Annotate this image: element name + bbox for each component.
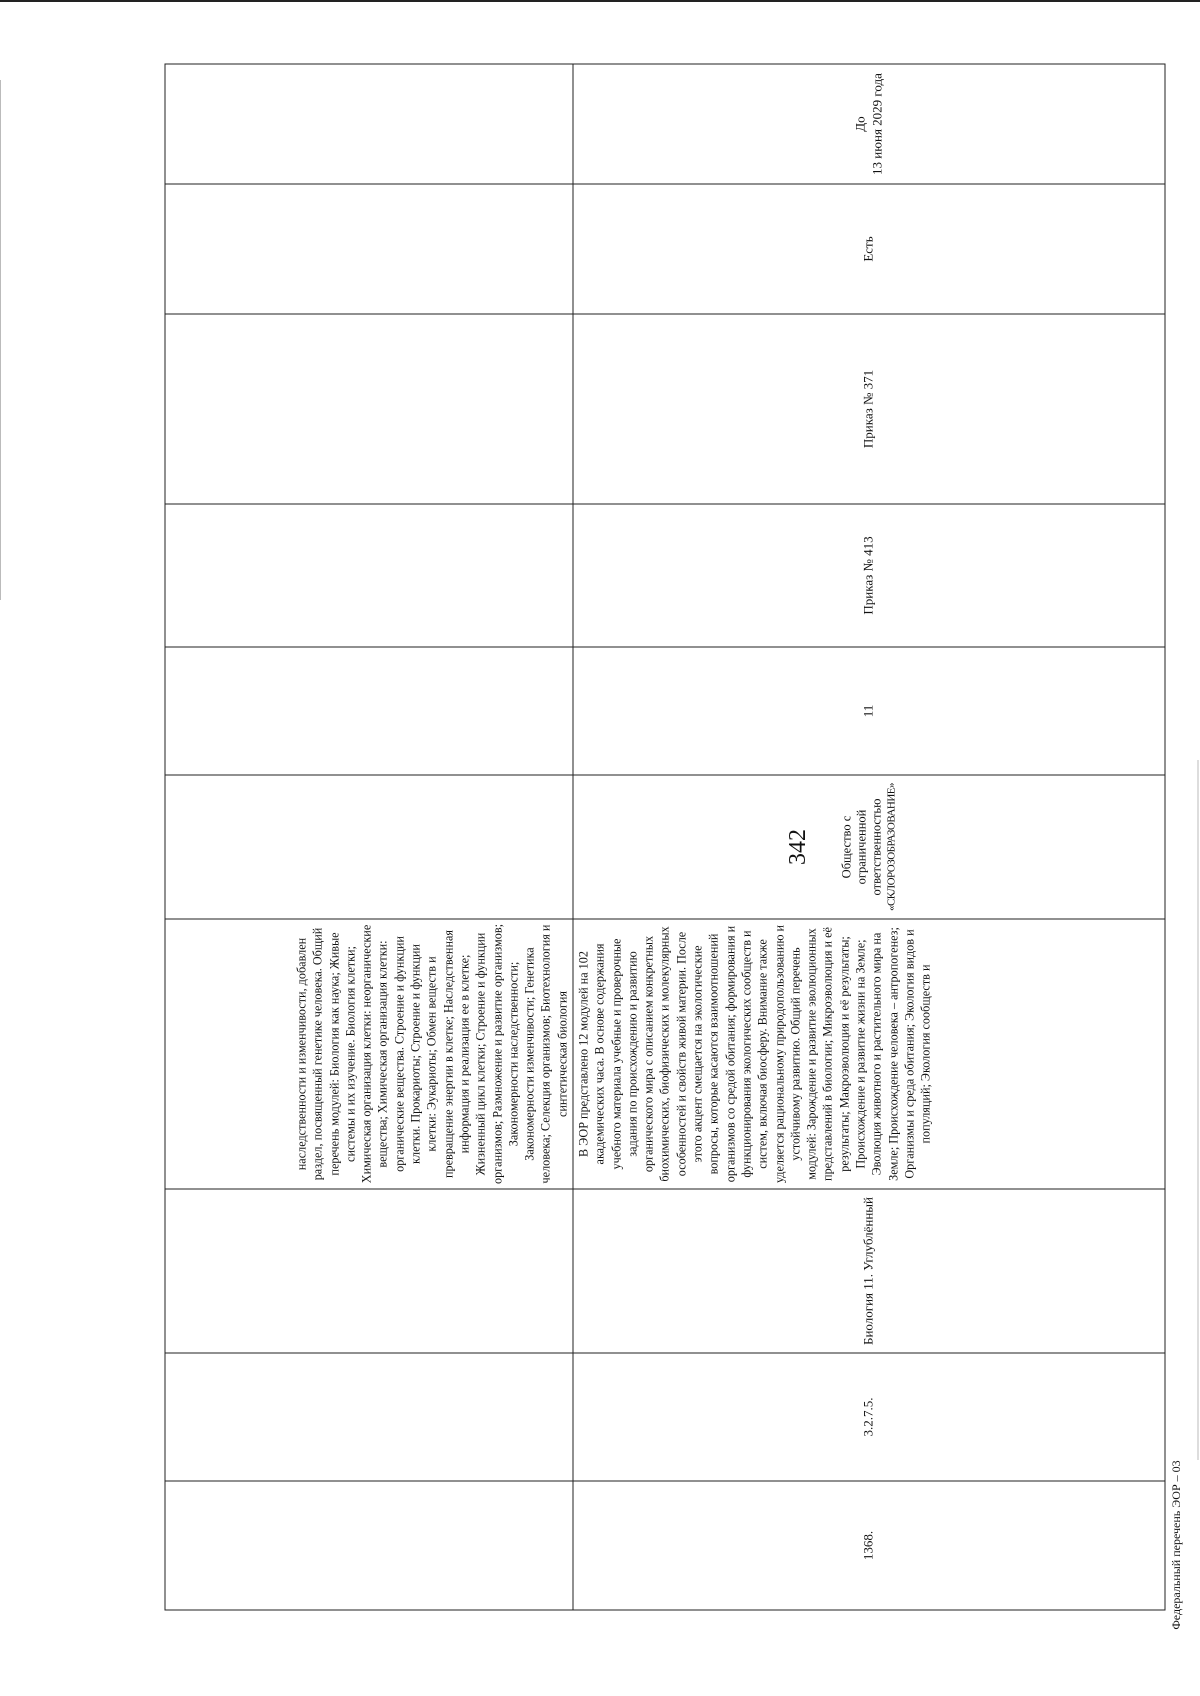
cell-number-empty [165,1480,572,1609]
table-row-1368 [573,64,1164,1609]
cell-availability-empty [165,183,572,313]
organization-line-3: ответственностью [868,798,883,895]
valid-until-line-1: До [852,115,868,132]
cell-title-empty [165,1188,572,1352]
table-row-continued [165,64,573,1609]
cell-organization-empty [165,774,572,918]
cell-grade: 11 [573,646,1164,774]
organization-line-2: ограниченной [853,809,868,884]
cell-code-empty [165,1352,572,1480]
valid-until-line-2: 13 июня 2029 года [868,72,884,175]
cell-description-continued [165,918,572,1188]
cell-order-1: Приказ № 413 [573,503,1164,646]
scan-top-border [0,0,1200,2]
cell-order-2: Приказ № 371 [573,313,1164,503]
scan-right-edge [1197,760,1199,1460]
cell-validity-empty [165,64,572,183]
description-continued-text: наследственности и изменчивости, добавлен раздел, посвященный генетике человека. Общий перечень модулей: Биология как наука; Живые системы и их изучение. Биология клетки; Химическая организация клетки: неорганические вещества; Химическая организация клетки: органические вещества. Строение и функции клетки. Прокариоты; Строение и функции клетки: Эукариоты; Обмен веществ и превращение энергии в клетке; Наследственная информация и реализация ее в клетке; Жизненный цикл клетки; Строение и функции организмов; Размножение и развитие организмов; Закономерности наследственности; Закономерности изменчивости; Генетика человека; Селекция организмов; Биотехнология и синтетическая биология [293,923,569,1184]
cell-valid-until [573,64,1164,183]
cell-eor-title: Биология 11. Углублённый [573,1188,1164,1352]
cell-order1-empty [165,503,572,646]
cell-grade-empty [165,646,572,774]
cell-order2-empty [165,313,572,503]
cell-availability: Есть [573,183,1164,313]
page-number: 342 [785,829,811,865]
scan-left-edge [0,80,1,600]
cell-eor-description [573,918,1164,1188]
cell-row-number: 1368. [573,1480,1164,1609]
organization-line-1: Общество с [838,815,853,878]
organization-brand: «СКЛОРОЗОБРАЗОВАНИЕ» [884,782,897,911]
eor-table [164,63,1165,1610]
footer-label: Федеральный перечень ЭОР – 03 [1169,1460,1183,1630]
cell-eor-code: 3.2.7.5. [573,1352,1164,1480]
eor-description-text: В ЭОР представлено 12 модулей на 102 академических часа. В основе содержания учебного материала учебные и проверочные задания по происхождению и развитию органического мира с описанием конкретных биохимических, биофизических и молекулярных особенностей и свойств живой материи. После этого акцент смещается на экологические вопросы, которые касаются взаимоотношений организмов со средой обитания; формирования и функционирования экологических сообществ и систем, включая биосферу. Внимание также уделяется рациональному природопользованию и устойчивому развитию. Общий перечень модулей: Зарождение и развитие эволюционных представлений в биологии; Микроэволюция и её результаты; Макроэволюция и её результаты; Происхождение и развитие жизни на Земле; Эволюция животного и растительного мира на Земле; Происхождение человека – антропогенез; Организмы и среда обитания; Экология видов и популяций; Экология сообществ и [576,924,933,1183]
cell-organization [573,774,1164,918]
